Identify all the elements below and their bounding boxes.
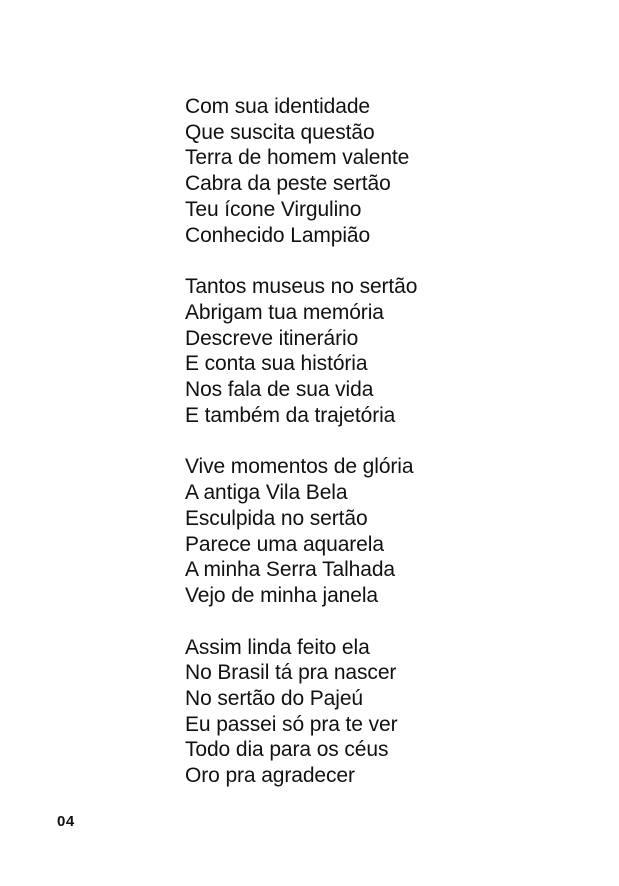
poem-line: Descreve itinerário bbox=[185, 326, 359, 350]
stanza-1 bbox=[185, 94, 585, 248]
poem-line: Tantos museus no sertão bbox=[185, 275, 418, 299]
poem-line: Que suscita questão bbox=[185, 120, 375, 144]
stanza-2 bbox=[185, 274, 585, 428]
poem-line: Cabra da peste sertão bbox=[185, 172, 391, 196]
poem-line: No sertão do Pajeú bbox=[185, 687, 363, 711]
poem-line: Eu passei só pra te ver bbox=[185, 712, 398, 736]
stanza-4 bbox=[185, 635, 585, 789]
poem-line: Vive momentos de glória bbox=[185, 455, 414, 479]
poem-line: Vejo de minha janela bbox=[185, 583, 378, 607]
poem-line: Terra de homem valente bbox=[185, 146, 410, 170]
poem-line: Parece uma aquarela bbox=[185, 532, 384, 556]
poem-line: No Brasil tá pra nascer bbox=[185, 661, 397, 685]
poem-line: Oro pra agradecer bbox=[185, 764, 355, 788]
poem-line: Assim linda feito ela bbox=[185, 635, 370, 659]
poem-line: E também da trajetória bbox=[185, 403, 396, 427]
page-number: 04 bbox=[57, 813, 75, 830]
poem-line: Com sua identidade bbox=[185, 95, 370, 118]
poem-line: Nos fala de sua vida bbox=[185, 378, 374, 402]
poem-line: Abrigam tua memória bbox=[185, 300, 384, 324]
poem-line: E conta sua história bbox=[185, 352, 368, 376]
poem-line: Conhecido Lampião bbox=[185, 223, 371, 247]
poem-line: Todo dia para os céus bbox=[185, 738, 389, 762]
poem bbox=[185, 94, 585, 815]
poem-line: A minha Serra Talhada bbox=[185, 558, 395, 582]
poem-line: Teu ícone Virgulino bbox=[185, 197, 362, 221]
poem-line: A antiga Vila Bela bbox=[185, 481, 348, 505]
poem-line: Esculpida no sertão bbox=[185, 506, 368, 530]
stanza-3 bbox=[185, 454, 585, 608]
